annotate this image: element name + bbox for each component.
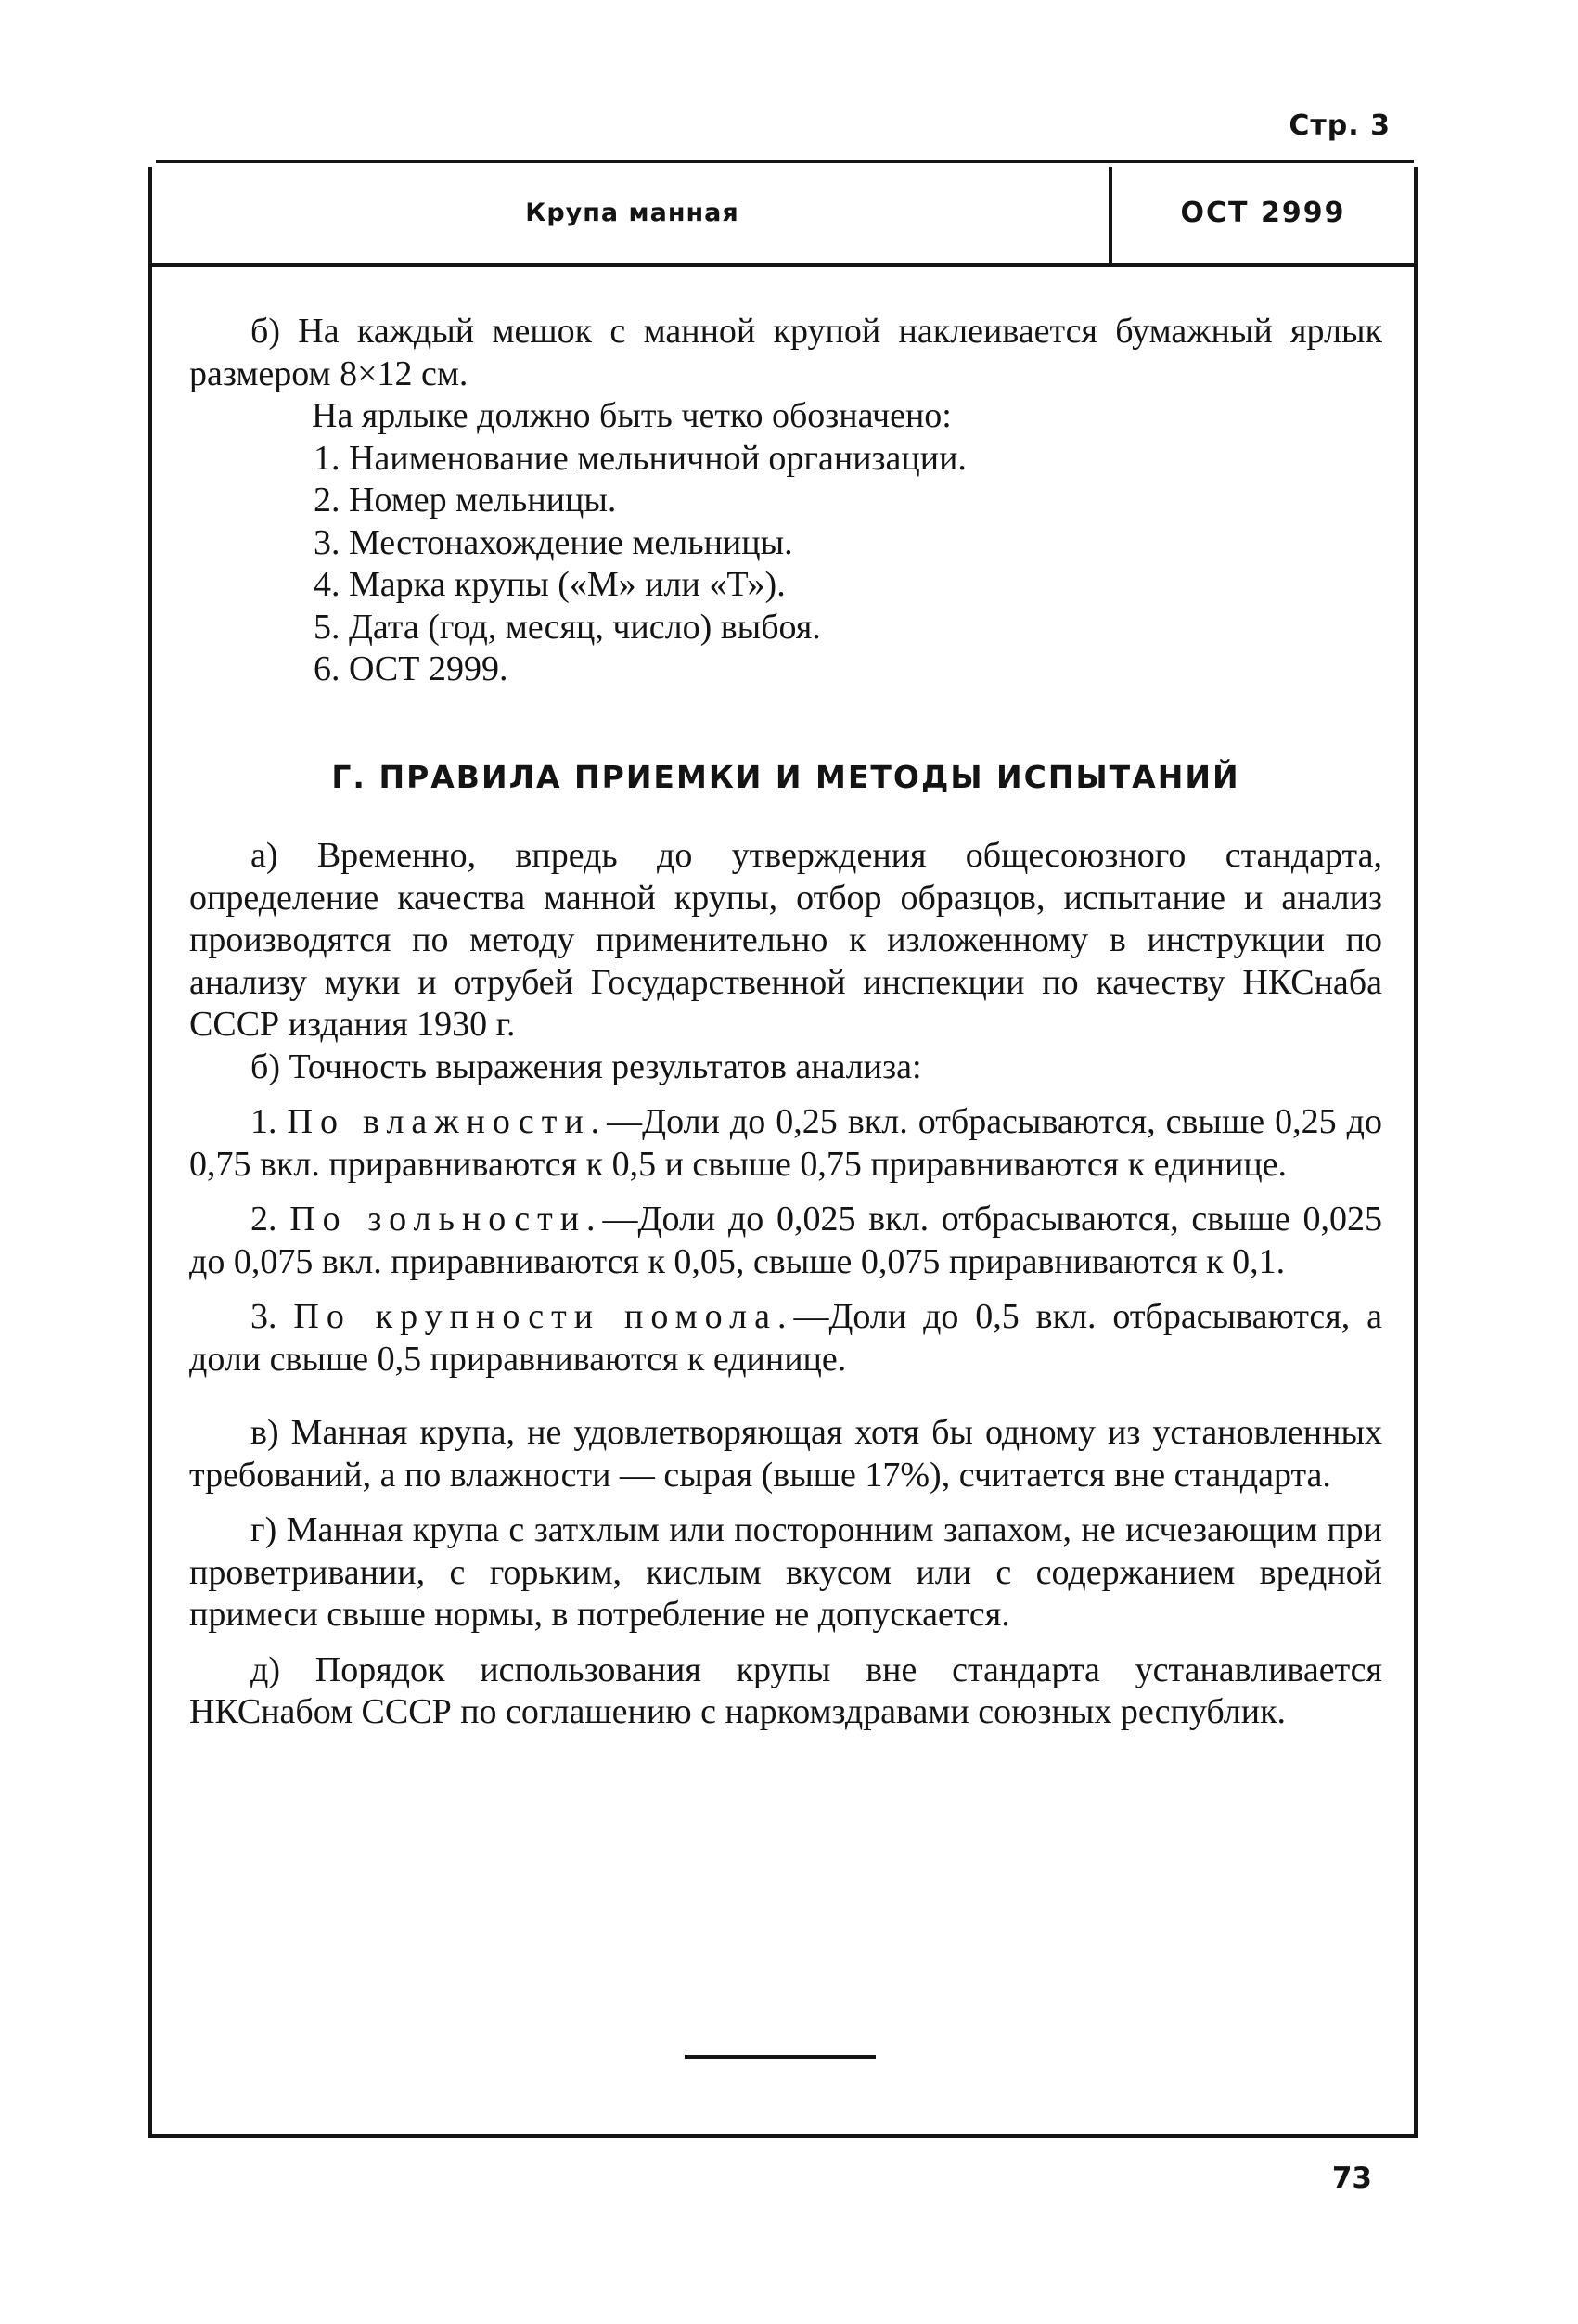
accuracy-item-term: По влажности. — [287, 1102, 608, 1141]
list-item: 6. ОСТ 2999. — [314, 649, 508, 688]
top-rule — [156, 160, 1414, 163]
paragraph-d: д) Порядок использования крупы вне стандарта устанавливается НКСнабом СССР по соглашению с наркомздравами союзных республик. — [189, 1650, 1382, 1731]
document-title: Крупа манная — [525, 199, 739, 227]
accuracy-item-text: —Доли до 0,5 вкл. отбрасываются, а доли свыше 0,5 приравниваются к единице. — [189, 1297, 1382, 1379]
accuracy-item — [189, 1101, 1382, 1186]
standard-code: ОСТ 2999 — [1180, 197, 1346, 229]
accuracy-item-number: 1. — [250, 1102, 277, 1141]
page-number: 73 — [1331, 2162, 1372, 2195]
header-bottom-rule — [148, 263, 1418, 267]
accuracy-item — [189, 1199, 1382, 1283]
end-of-text-rule — [685, 2055, 876, 2059]
paragraph-label-intro: б) На каждый мешок с манной крупой наклеивается бумажный ярлык размером 8×12 см. — [189, 312, 1382, 393]
paragraph-b: б) Точность выражения результатов анализа: — [250, 1046, 922, 1086]
paragraph-label-lead: На ярлыке должно быть четко обозначено: — [312, 396, 952, 435]
list-item: 2. Номер мельницы. — [314, 481, 617, 520]
accuracy-item-text: —Доли до 0,025 вкл. отбрасываются, свыше 0,025 до 0,075 вкл. приравниваются к 0,05, свыше 0,075 приравниваются к 0,1. — [189, 1200, 1383, 1281]
section-heading: Г. ПРАВИЛА ПРИЕМКИ И МЕТОДЫ ИСПЫТАНИЙ — [331, 758, 1240, 795]
bottom-rule — [148, 2134, 1418, 2138]
paragraph-g: г) Манная крупа с затхлым или посторонним запахом, не исчезающим при проветривании, с горьким, кислым вкусом или с содержанием вредной примеси свыше нормы, в потребление не допускается. — [189, 1510, 1382, 1634]
frame-left-rule — [148, 267, 152, 2134]
paragraph-v: в) Манная крупа, не удовлетворяющая хотя бы одному из установленных требований, а по влажности — сырая (выше 17%), считается вне стандарта. — [189, 1413, 1382, 1495]
accuracy-item-number: 3. — [250, 1297, 277, 1336]
header-box — [148, 167, 1418, 263]
page-body — [189, 311, 1382, 1734]
page-label: Стр. 3 — [1289, 109, 1391, 142]
list-item: 5. Дата (год, месяц, число) выбоя. — [314, 607, 821, 647]
list-item: 4. Марка крупы («М» или «Т»). — [314, 565, 786, 604]
paragraph-a: а) Временно, впредь до утверждения общесоюзного стандарта, определение качества манной крупы, отбор образцов, испытание и анализ производятся по методу применительно к изложенному в инструкции по анализу муки и отрубей Государственной инспекции по качеству НКСнаба СССР издания 1930 г. — [189, 836, 1382, 1044]
accuracy-item-term: По зольности. — [289, 1200, 603, 1239]
label-items-list — [189, 438, 1382, 691]
accuracy-item — [189, 1296, 1382, 1380]
list-item: 1. Наименование мельничной организации. — [314, 438, 967, 478]
accuracy-item-text: —Доли до 0,25 вкл. отбрасываются, свыше 0,25 до 0,75 вкл. приравниваются к 0,5 и свыше 0,75 приравниваются к единице. — [189, 1102, 1382, 1184]
accuracy-item-number: 2. — [250, 1200, 277, 1239]
list-item: 3. Местонахождение мельницы. — [314, 522, 793, 562]
accuracy-item-term: По крупности помола. — [293, 1297, 794, 1336]
frame-right-rule — [1414, 267, 1418, 2134]
